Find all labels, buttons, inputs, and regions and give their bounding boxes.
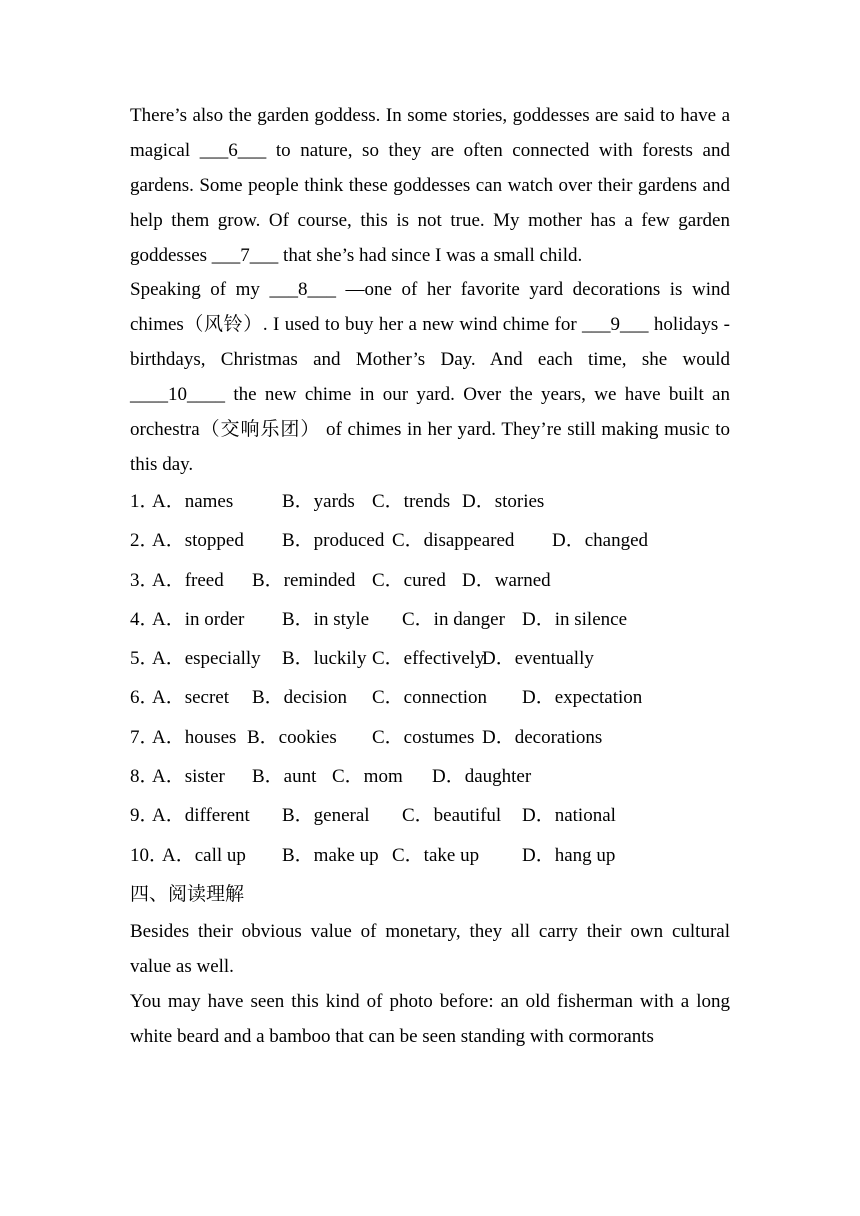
option-a: A．different	[152, 805, 250, 827]
option-b: B．produced	[282, 530, 385, 552]
question-number: 9．	[130, 805, 159, 827]
option-d: D．changed	[552, 530, 649, 552]
passage-paragraph: You may have seen this kind of photo before: an old fisherman with a long white beard and a bamboo that can be seen standing with cormorants	[130, 991, 730, 1048]
question-number: 4．	[130, 608, 159, 630]
option-d: D．decorations	[482, 726, 603, 748]
section-heading: 四、阅读理解	[130, 883, 245, 905]
question-number: 3．	[130, 569, 159, 591]
option-d: D．eventually	[482, 648, 594, 670]
option-b: B．cookies	[247, 726, 337, 748]
question-number: 8．	[130, 766, 159, 788]
option-c: C．cured	[372, 569, 446, 591]
option-b: B．luckily	[282, 648, 367, 670]
question-row	[130, 639, 730, 678]
option-d: D．daughter	[432, 766, 532, 788]
option-a: A．sister	[152, 766, 225, 788]
passage-paragraph: Speaking of my ___8___ —one of her favorite yard decorations is wind chimes（风铃）. I used to buy her a new wind chime for ___9___ holidays - birthdays, Christmas and Mother’s Day. And each time, she would ____10____ the new chime in our yard. Over the years, we have built an orchestra（交响乐团） of chimes in her yard. They’re still making music to this day.	[130, 279, 730, 475]
question-number: 5．	[130, 648, 159, 670]
passage-paragraph: There’s also the garden goddess. In some stories, goddesses are said to have a magical ___6___ to nature, so they are often connected with forests and gardens. Some people think these goddesses can watch over their gardens and help them grow. Of course, this is not true. My mother has a few garden goddesses ___7___ that she’s had since I was a small child.	[130, 105, 730, 266]
question-row	[130, 600, 730, 639]
question-number: 6．	[130, 687, 159, 709]
option-c: C．connection	[372, 687, 488, 709]
option-a: A．in order	[152, 608, 245, 630]
option-b: B．reminded	[252, 569, 356, 591]
passage-paragraph: Besides their obvious value of monetary, they all carry their own cultural value as well.	[130, 921, 730, 978]
option-a: A．secret	[152, 687, 230, 709]
option-c: C．effectively	[372, 648, 485, 670]
option-d: D．expectation	[522, 687, 643, 709]
option-d: D．stories	[462, 491, 545, 512]
option-a: A．especially	[152, 648, 261, 670]
answer-options-list	[130, 482, 730, 875]
question-row	[130, 757, 730, 796]
option-c: C．in danger	[402, 608, 505, 630]
question-number: 1．	[130, 491, 159, 512]
option-b: B．yards	[282, 491, 355, 512]
option-c: C．trends	[372, 491, 451, 512]
question-row	[130, 521, 730, 560]
question-row	[130, 836, 730, 875]
option-a: A．freed	[152, 569, 224, 591]
option-c: C．disappeared	[392, 530, 515, 552]
option-b: B．aunt	[252, 766, 317, 788]
question-row	[130, 678, 730, 717]
option-a: A．call up	[162, 844, 246, 866]
document-page	[130, 98, 730, 1054]
question-row	[130, 561, 730, 600]
option-d: D．warned	[462, 569, 551, 591]
option-c: C．mom	[332, 766, 403, 788]
option-d: D．hang up	[522, 844, 616, 866]
option-a: A．houses	[152, 726, 237, 748]
question-number: 2．	[130, 530, 159, 552]
option-c: C．beautiful	[402, 805, 502, 827]
question-number: 7．	[130, 726, 159, 748]
option-b: B．make up	[282, 844, 379, 866]
option-d: D．national	[522, 805, 616, 827]
option-a: A．stopped	[152, 530, 244, 552]
question-row	[130, 718, 730, 757]
question-row	[130, 482, 730, 521]
option-d: D．in silence	[522, 608, 628, 630]
option-b: B．decision	[252, 687, 347, 709]
question-row	[130, 796, 730, 835]
option-a: A．names	[152, 491, 234, 512]
option-c: C．costumes	[372, 726, 475, 748]
question-number: 10．	[130, 844, 169, 866]
option-b: B．general	[282, 805, 370, 827]
option-c: C．take up	[392, 844, 480, 866]
option-b: B．in style	[282, 608, 370, 630]
